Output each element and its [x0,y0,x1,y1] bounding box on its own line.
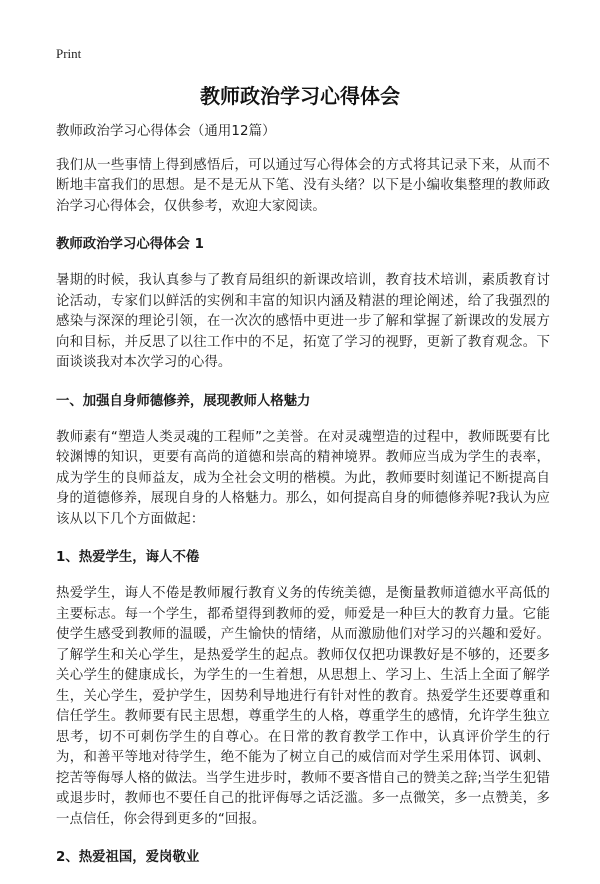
document-body [56,122,550,884]
section-heading-3: 1、热爱学生，诲人不倦 [56,550,200,565]
section-heading-4: 2、热爱祖国，爱岗敬业 [56,850,200,865]
section-heading-2: 一、加强自身师德修养，展现教师人格魅力 [56,393,311,409]
section-paragraph-2: 教师素有“塑造人类灵魂的工程师”之美誉。在对灵魂塑造的过程中，教师既要有比较渊博的知识，更要有高尚的道德和崇高的精神境界。教师应当成为学生的表率，成为学生的良师益友，成为全社会文明的楷模。为此，教师要时刻谨记不断提高自身的道德修养，展现自身的人格魅力。那么，如何提高自身的师德修养呢?我认为应该从以下几个方面做起： [56,429,550,527]
document-subtitle: 教师政治学习心得体会（通用12篇） [56,124,276,139]
section-paragraph-3: 热爱学生，诲人不倦是教师履行教育义务的传统美德，是衡量教师道德水平高低的主要标志。每一个学生，都希望得到教师的爱，师爱是一种巨大的教育力量。它能使学生感受到教师的温暖，产生愉快的情绪，从而激励他们对学习的兴趣和爱好。了解学生和关心学生，是热爱学生的起点。教师仅仅把功课教好是不够的，还要多关心学生的健康成长，为学生的一生着想，从思想上、学习上、生活上全面了解学生，关心学生，爱护学生，因势利导地进行有针对性的教育。热爱学生还要尊重和信任学生。教师要有民主思想，尊重学生的人格，尊重学生的感情，允许学生独立思考，切不可刺伤学生的自尊心。在日常的教育教学工作中，认真评价学生的行为，和善平等地对待学生，绝不能为了树立自己的威信而对学生采用体罚、讽刺、挖苦等侮辱人格的做法。当学生进步时，教师不要吝惜自己的赞美之辞;当学生犯错或退步时，教师也不要任自己的批评侮辱之话泛滥。多一点微笑，多一点赞美，多一点信任，你会得到更多的“回报。 [56,586,550,827]
section-paragraph-1: 暑期的时候，我认真参与了教育局组织的新课改培训，教育技术培训，素质教育讨论活动，专家们以鲜活的实例和丰富的知识内涵及精湛的理论阐述，给了我强烈的感染与深深的理论引领，在一次次的感悟中更进一步了解和掌握了新课改的发展方向和目标，并反思了以往工作中的不足，拓宽了学习的视野，更新了教育观念。下面谈谈我对本次学习的心得。 [56,273,550,370]
section-heading-1: 教师政治学习心得体会 1 [56,237,204,252]
intro-paragraph: 我们从一些事情上得到感悟后，可以通过写心得体会的方式将其记录下来，从而不断地丰富我们的思想。是不是无从下笔、没有头绪？以下是小编收集整理的教师政治学习心得体会，仅供参考，欢迎大家阅读。 [56,157,550,214]
document-title: 教师政治学习心得体会 [200,84,400,108]
print-link[interactable]: Print [56,46,82,61]
